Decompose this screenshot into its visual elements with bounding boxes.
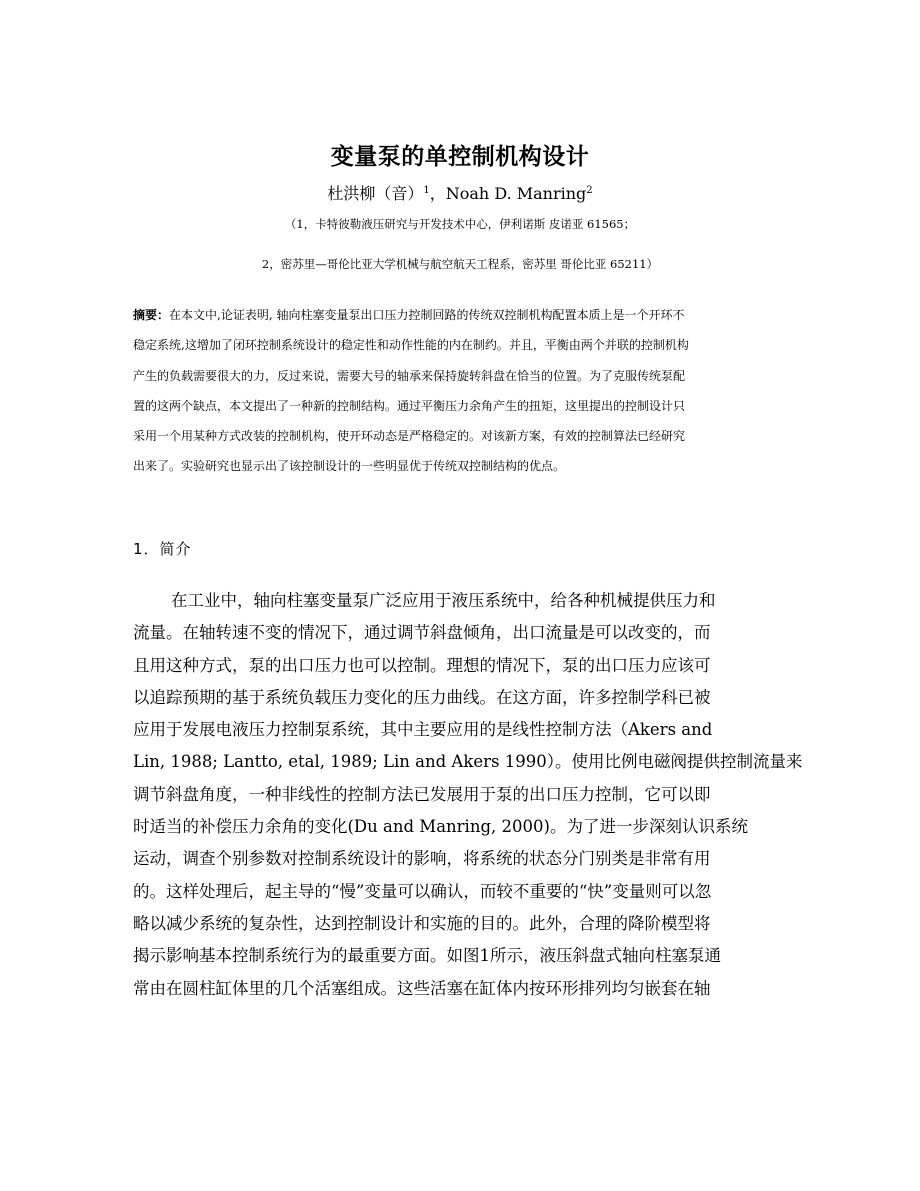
body-line: 调节斜盘角度，一种非线性的控制方法已发展用于泵的出口压力控制，它可以即 bbox=[133, 784, 711, 804]
abstract-line: 置的这两个缺点，本文提出了一种新的控制结构。通过平衡压力余角产生的扭矩，这里提出的控制设计只 bbox=[133, 398, 686, 413]
abstract-label: 摘要： bbox=[133, 308, 170, 322]
body-line: 常由在圆柱缸体里的几个活塞组成。这些活塞在缸体内按环形排列均匀嵌套在轴 bbox=[133, 978, 711, 998]
author-separator: ， bbox=[429, 184, 446, 203]
author-2: Noah D. Manring bbox=[445, 184, 587, 203]
body-line: 运动，调查个别参数对控制系统设计的影响，将系统的状态分门别类是非常有用 bbox=[133, 849, 711, 869]
section-heading: 1．简介 bbox=[133, 540, 192, 558]
abstract-line: 出来了。实验研究也显示出了该控制设计的一些明显优于传统双控制结构的优点。 bbox=[133, 459, 566, 474]
abstract-text: 在本文中,论证表明, 轴向柱塞变量泵出口压力控制回路的传统双控制机构配置本质上是一个开环不 bbox=[169, 308, 685, 322]
body-line: 以追踪预期的基于系统负载压力变化的压力曲线。在这方面，许多控制学科已被 bbox=[133, 687, 711, 707]
abstract-line: 采用一个用某种方式改装的控制机构，使开环动态是严格稳定的。对该新方案，有效的控制算法已经研究 bbox=[133, 429, 686, 444]
body-line: 时适当的补偿压力余角的变化(Du and Manring, 2000)。为了进一步深刻认识系统 bbox=[133, 817, 748, 837]
abstract-line: 产生的负载需要很大的力，反过来说，需要大号的轴承来保持旋转斜盘在恰当的位置。为了克服传统泵配 bbox=[133, 368, 686, 383]
section-body bbox=[133, 585, 803, 1005]
author-1: 杜洪柳（音） bbox=[327, 184, 424, 203]
affiliation-2: 2，密苏里—哥伦比亚大学机械与航空航天工程系，密苏里 哥伦比亚 65211） bbox=[261, 257, 659, 271]
abstract-line: 稳定系统,这增加了闭环控制系统设计的稳定性和动作性能的内在制约。并且，平衡由两个并联的控制机构 bbox=[133, 338, 689, 353]
body-line: 揭示影响基本控制系统行为的最重要方面。如图1所示，液压斜盘式轴向柱塞泵通 bbox=[133, 946, 721, 966]
body-line: 的。这样处理后，起主导的“慢”变量可以确认，而较不重要的“快”变量则可以忽 bbox=[133, 881, 712, 901]
body-line: 应用于发展电液压力控制泵系统，其中主要应用的是线性控制方法（Akers and bbox=[133, 720, 713, 740]
abstract bbox=[133, 300, 795, 482]
body-line: 略以减少系统的复杂性，达到控制设计和实施的目的。此外，合理的降阶模型将 bbox=[133, 913, 711, 933]
paper-title: 变量泵的单控制机构设计 bbox=[330, 144, 590, 170]
author-line bbox=[0, 181, 920, 204]
body-line: 且用这种方式，泵的出口压力也可以控制。理想的情况下，泵的出口压力应该可 bbox=[133, 655, 711, 675]
affiliation-1: （1，卡特彼勒液压研究与开发技术中心，伊利诺斯 皮诺亚 61565； bbox=[284, 217, 636, 231]
abstract-line bbox=[133, 300, 795, 330]
body-line: 流量。在轴转速不变的情况下，通过调节斜盘倾角，出口流量是可以改变的，而 bbox=[133, 623, 711, 643]
author-1-affil-mark: 1 bbox=[423, 185, 430, 196]
body-line: 在工业中，轴向柱塞变量泵广泛应用于液压系统中，给各种机械提供压力和 bbox=[171, 591, 716, 610]
author-2-affil-mark: 2 bbox=[586, 185, 593, 196]
body-line: Lin, 1988; Lantto, etal, 1989; Lin and Akers 1990）。使用比例电磁阀提供控制流量来 bbox=[133, 752, 803, 772]
